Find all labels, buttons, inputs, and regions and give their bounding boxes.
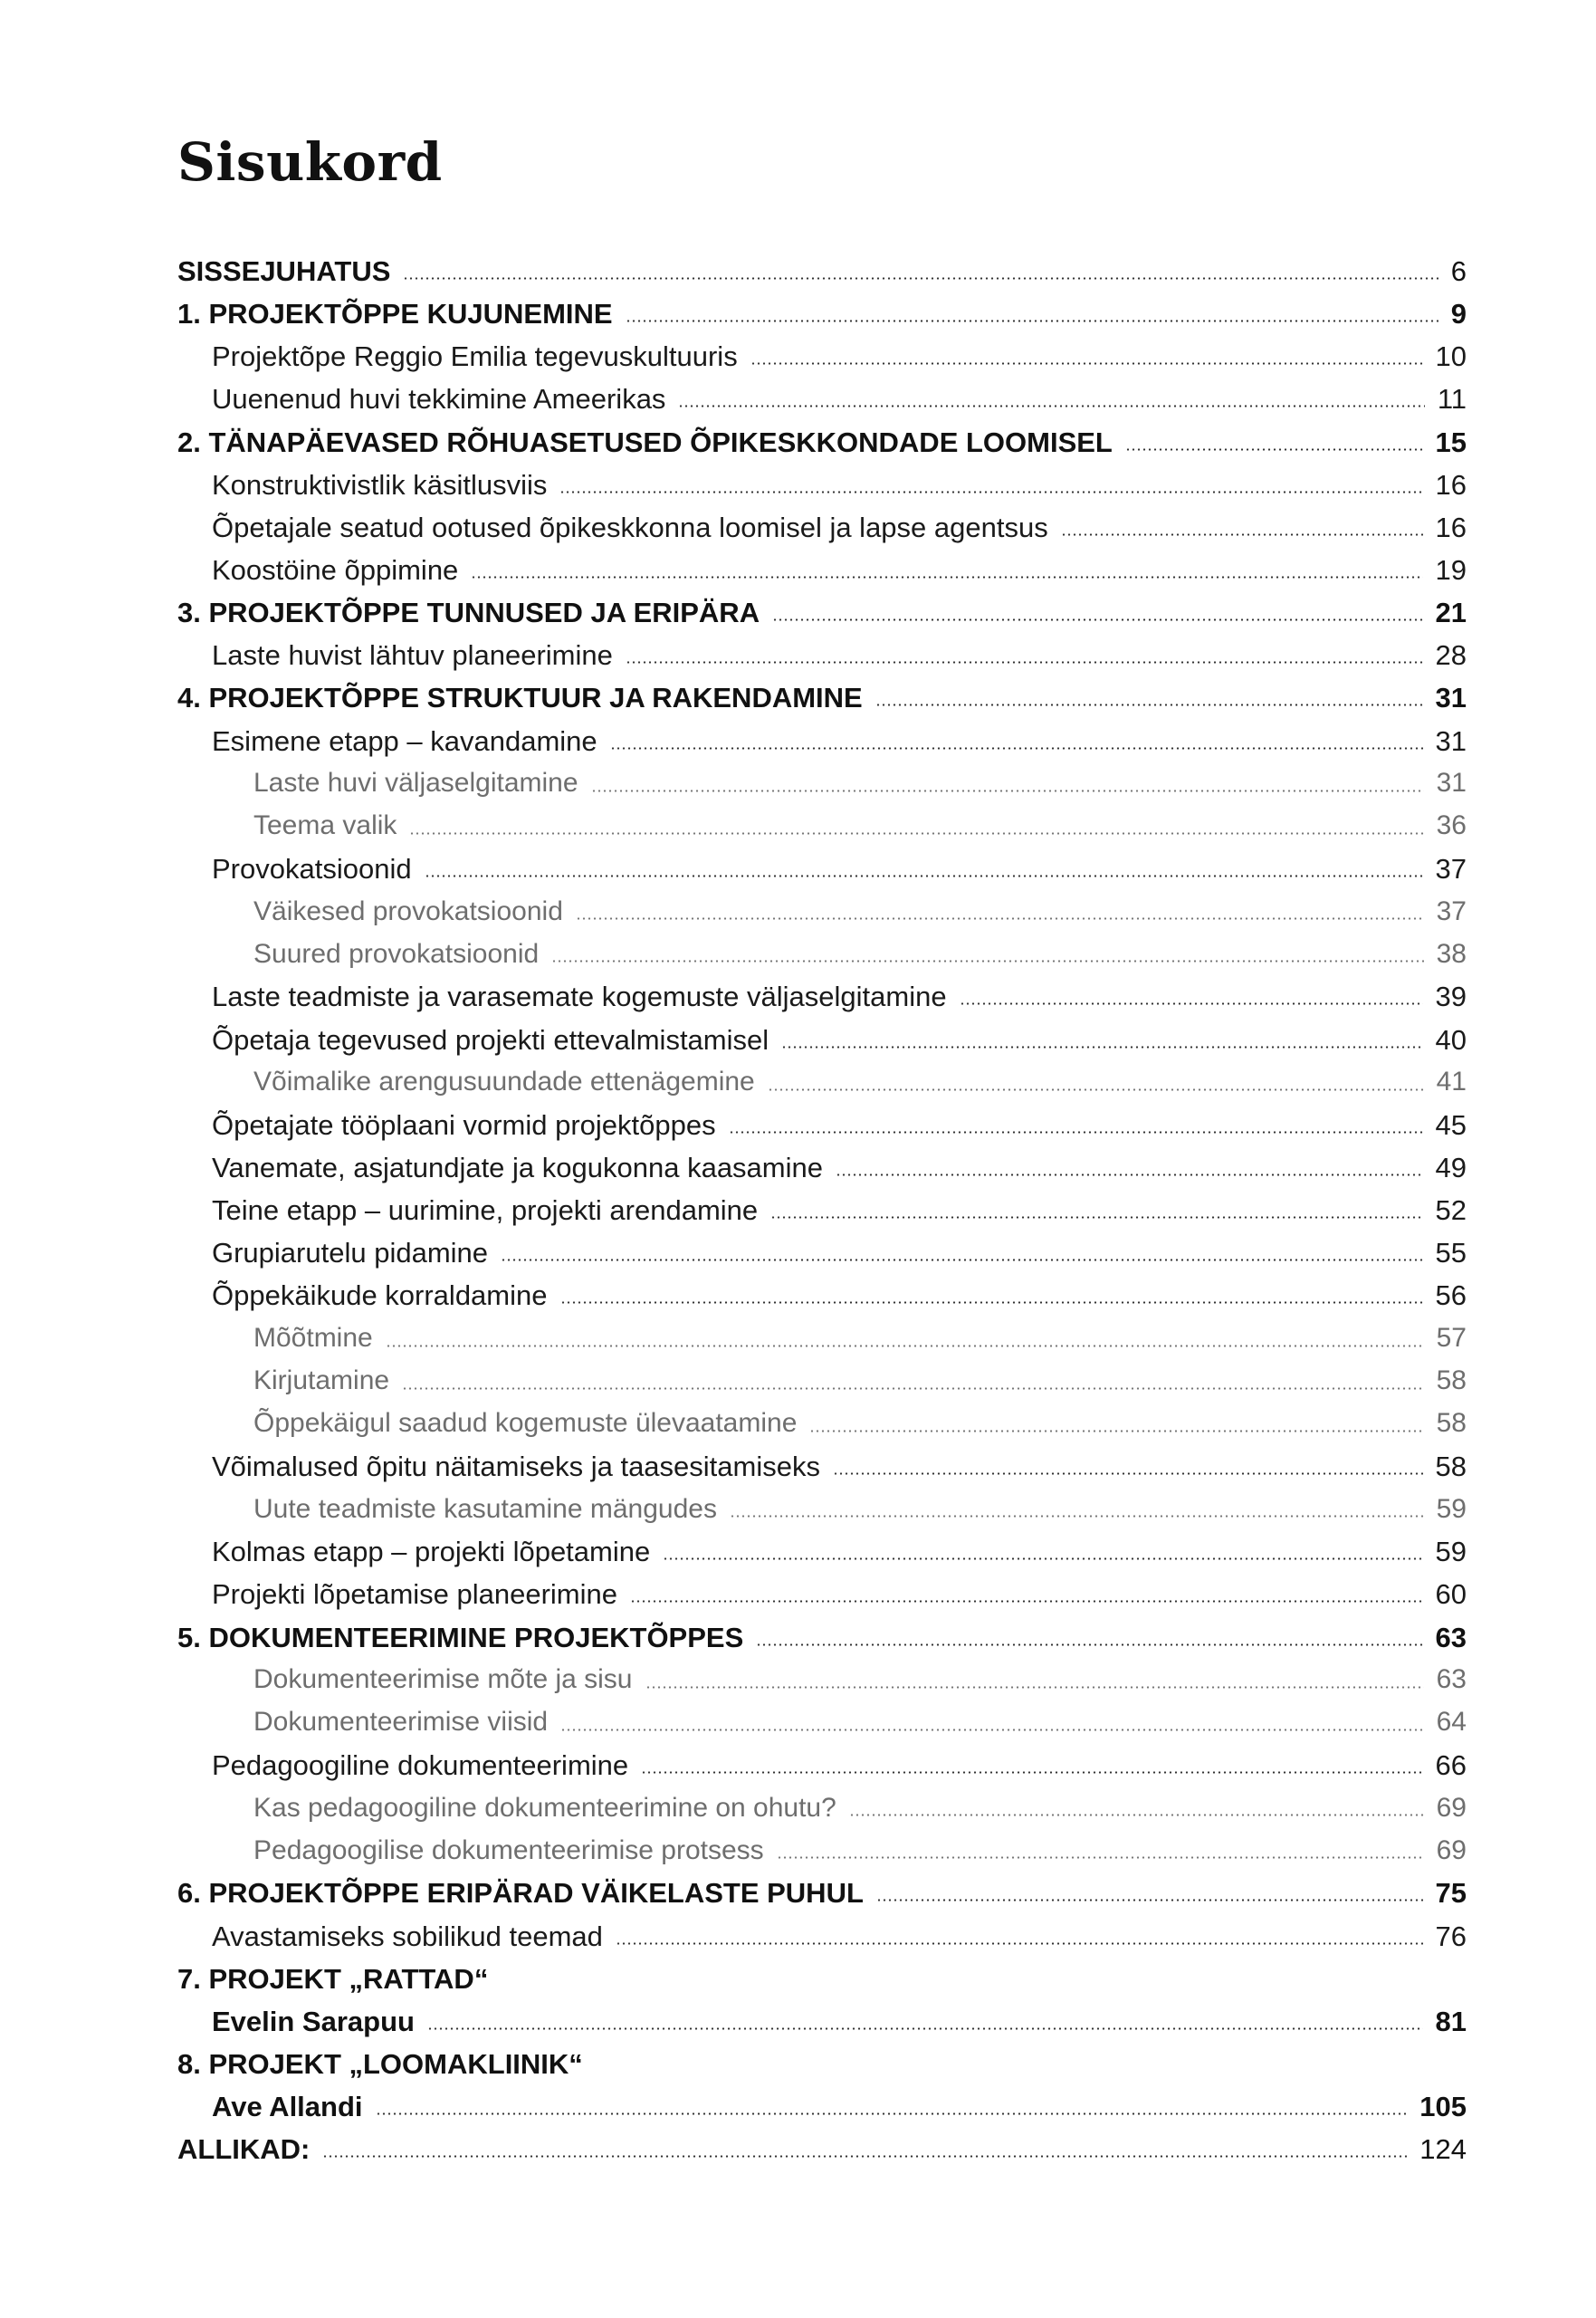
toc-entry-title: Konstruktivistlik käsitlusviis: [212, 468, 548, 501]
toc-entry: [177, 378, 1467, 420]
toc-entry-page-number: 60: [1435, 1578, 1467, 1611]
toc-entry-title: Kas pedagoogiline dokumenteerimine on ohutu?: [253, 1792, 836, 1823]
toc-entry-page-number: 31: [1436, 768, 1467, 799]
toc-entry-title: Uuenenud huvi tekkimine Ameerikas: [212, 383, 666, 416]
toc-entry: [177, 1231, 1467, 1274]
dot-leader: [770, 1216, 1422, 1219]
dot-leader: [849, 1814, 1424, 1816]
toc-entry-title: Õppekäikude korraldamine: [212, 1279, 548, 1312]
toc-entry: [177, 1104, 1467, 1146]
dot-leader: [560, 1729, 1424, 1731]
toc-entry: [177, 1573, 1467, 1615]
dot-leader: [610, 747, 1423, 750]
toc-entry-page-number: 38: [1436, 938, 1467, 969]
toc-entry: [177, 634, 1467, 676]
toc-entry: [177, 1403, 1467, 1445]
toc-entry-page-number: 58: [1435, 1451, 1467, 1482]
toc-entry-page-number: 16: [1435, 511, 1467, 543]
toc-entry-title: Pedagoogilise dokumenteerimise protsess: [253, 1834, 764, 1865]
toc-entry-page-number: 45: [1435, 1108, 1467, 1141]
toc-entry-page-number: 21: [1435, 597, 1467, 629]
toc-entry-title: Grupiarutelu pidamine: [212, 1237, 489, 1269]
toc-entry-title: Avastamiseks sobilikud teemad: [212, 1920, 603, 1952]
toc-entry: [177, 1872, 1467, 1914]
toc-entry-page-number: 6: [1450, 255, 1467, 288]
toc-entry-page-number: 76: [1435, 1920, 1467, 1952]
dot-leader: [576, 917, 1424, 920]
toc-entry-page-number: 64: [1436, 1707, 1467, 1738]
dot-leader: [730, 1515, 1424, 1518]
dot-leader: [630, 1600, 1423, 1603]
toc-entry-title: Võimalike arengusuundade ettenägemine: [253, 1067, 755, 1097]
toc-entry: [177, 1019, 1467, 1061]
dot-leader: [781, 1046, 1422, 1049]
toc-entry-title: Õppekäigul saadud kogemuste ülevaatamine: [253, 1408, 798, 1439]
toc-entry-title: Kirjutamine: [253, 1365, 390, 1396]
toc-entry: [177, 2085, 1467, 2128]
toc-entry-page-number: 31: [1435, 724, 1467, 757]
toc-entry-page-number: 19: [1435, 554, 1467, 587]
toc-entry-title: Laste teadmiste ja varasemate kogemuste väljaselgitamine: [212, 981, 947, 1013]
toc-entry: [177, 975, 1467, 1018]
toc-entry-title: Dokumenteerimise mõte ja sisu: [253, 1664, 633, 1695]
toc-entry-page-number: 81: [1435, 2005, 1467, 2037]
toc-entry: [177, 1659, 1467, 1701]
toc-entry-title: 6. PROJEKTÕPPE ERIPÄRAD VÄIKELASTE PUHUL: [177, 1877, 864, 1910]
toc-entry: [177, 421, 1467, 464]
toc-entry-page-number: 41: [1436, 1067, 1467, 1097]
toc-entry: [177, 762, 1467, 805]
toc-entry: [177, 292, 1467, 335]
dot-leader: [836, 1173, 1423, 1176]
toc-entry-page-number: 66: [1435, 1748, 1467, 1781]
dot-leader: [559, 491, 1422, 493]
toc-entry-page-number: 55: [1435, 1237, 1467, 1269]
toc-entry: [177, 1914, 1467, 1957]
toc-entry-title: Projektõpe Reggio Emilia tegevuskultuuris: [212, 340, 738, 373]
toc-entry-title: ALLIKAD:: [177, 2133, 311, 2166]
toc-entry-page-number: 40: [1435, 1023, 1467, 1056]
toc-entry: [177, 1744, 1467, 1786]
toc-entry-page-number: 63: [1435, 1621, 1467, 1653]
dot-leader: [663, 1557, 1422, 1560]
toc-entry: [177, 933, 1467, 975]
dot-leader: [729, 1131, 1423, 1134]
toc-entry-title: 3. PROJEKTÕPPE TUNNUSED JA ERIPÄRA: [177, 597, 760, 629]
toc-entry: [177, 1616, 1467, 1659]
toc-entry-page-number: 124: [1419, 2133, 1467, 2166]
toc-entry-title: Teine etapp – uurimine, projekti arendamine: [212, 1194, 759, 1227]
toc-entry-page-number: 69: [1436, 1834, 1467, 1865]
dot-leader: [560, 1301, 1423, 1304]
toc-entry-title: Provokatsioonid: [212, 853, 412, 886]
dot-leader: [645, 1686, 1424, 1689]
toc-entry-page-number: 28: [1435, 639, 1467, 672]
dot-leader: [772, 618, 1422, 621]
toc-entry: [177, 1958, 1467, 2000]
toc-entry-page-number: 58: [1436, 1365, 1467, 1396]
dot-leader: [591, 790, 1424, 792]
toc-entry-title: Laste huvi väljaselgitamine: [253, 768, 578, 799]
toc-entry-title: SISSEJUHATUS: [177, 255, 391, 288]
dot-leader: [376, 2112, 1408, 2115]
toc-entry: [177, 250, 1467, 292]
toc-entry-title: 5. DOKUMENTEERIMINE PROJEKTÕPPES: [177, 1621, 744, 1653]
toc-entry: [177, 1701, 1467, 1744]
dot-leader: [471, 576, 1422, 579]
toc-entry-page-number: 49: [1435, 1152, 1467, 1184]
toc-entry: [177, 506, 1467, 549]
toc-entry-title: Teema valik: [253, 810, 397, 841]
toc-entry-title: 4. PROJEKTÕPPE STRUKTUUR JA RAKENDAMINE: [177, 682, 863, 714]
toc-entry: [177, 1829, 1467, 1872]
toc-entry-page-number: 56: [1435, 1279, 1467, 1312]
toc-entry-title: Vanemate, asjatundjate ja kogukonna kaasamine: [212, 1152, 823, 1184]
toc-entry: [177, 1061, 1467, 1104]
toc-entry: [177, 1317, 1467, 1360]
dot-leader: [875, 704, 1423, 706]
toc-entry: [177, 1189, 1467, 1231]
toc-entry-title: Kolmas etapp – projekti lõpetamine: [212, 1536, 651, 1568]
dot-leader: [678, 405, 1424, 407]
toc-entry-title: Pedagoogiline dokumenteerimine: [212, 1748, 629, 1781]
dot-leader: [768, 1088, 1424, 1091]
toc-entry-title: Väikesed provokatsioonid: [253, 896, 563, 926]
toc-entry-page-number: 105: [1419, 2091, 1467, 2123]
toc-entry-title: Õpetajale seatud ootused õpikeskkonna loomisel ja lapse agentsus: [212, 511, 1048, 543]
dot-leader: [626, 320, 1438, 322]
dot-leader: [809, 1430, 1423, 1432]
toc-entry-page-number: 57: [1436, 1323, 1467, 1354]
toc-entry-page-number: 36: [1436, 810, 1467, 841]
toc-entry: [177, 1530, 1467, 1573]
dot-leader: [427, 2027, 1423, 2030]
toc-entry-title: Laste huvist lähtuv planeerimine: [212, 639, 613, 672]
dot-leader: [403, 277, 1438, 280]
toc-entry-title: Dokumenteerimise viisid: [253, 1707, 549, 1738]
dot-leader: [409, 832, 1423, 835]
dot-leader: [386, 1345, 1424, 1347]
toc-entry-page-number: 11: [1437, 383, 1467, 416]
toc-entry: [177, 676, 1467, 719]
toc-entry: [177, 2043, 1467, 2085]
toc-entry: [177, 1146, 1467, 1189]
dot-leader: [402, 1387, 1424, 1390]
dot-leader: [750, 362, 1423, 365]
toc-entry-title: Esimene etapp – kavandamine: [212, 724, 597, 757]
toc-entry-page-number: 31: [1435, 682, 1467, 714]
toc-entry-page-number: 69: [1436, 1792, 1467, 1823]
toc-entry-title: Projekti lõpetamise planeerimine: [212, 1578, 618, 1611]
toc-entry: [177, 1445, 1467, 1488]
toc-entry-title: Koostöine õppimine: [212, 554, 459, 587]
toc-entry-title: Mõõtmine: [253, 1323, 373, 1354]
toc-entry: [177, 335, 1467, 378]
dot-leader: [876, 1899, 1423, 1901]
toc-entry-page-number: 9: [1450, 298, 1467, 330]
toc-entry-page-number: 52: [1435, 1194, 1467, 1227]
toc-entry-title: 1. PROJEKTÕPPE KUJUNEMINE: [177, 298, 613, 330]
table-of-contents: [177, 250, 1467, 2170]
dot-leader: [833, 1472, 1423, 1475]
dot-leader: [425, 875, 1423, 877]
toc-entry-title: 2. TÄNAPÄEVASED RÕHUASETUSED ÕPIKESKKONDADE LOOMISEL: [177, 426, 1113, 458]
dot-leader: [777, 1856, 1424, 1859]
dot-leader: [1125, 448, 1423, 451]
toc-entry: [177, 549, 1467, 591]
toc-entry-title: Ave Allandi: [212, 2091, 363, 2123]
toc-entry: [177, 720, 1467, 762]
toc-entry-page-number: 37: [1435, 853, 1467, 886]
dot-leader: [551, 960, 1423, 963]
toc-entry: [177, 1488, 1467, 1530]
toc-entry-page-number: 59: [1435, 1536, 1467, 1568]
toc-entry-title: Võimalused õpitu näitamiseks ja taasesitamiseks: [212, 1451, 820, 1482]
dot-leader: [501, 1259, 1423, 1261]
page-title: Sisukord: [177, 131, 443, 193]
toc-entry-page-number: 59: [1436, 1493, 1467, 1524]
toc-entry-page-number: 63: [1436, 1664, 1467, 1695]
toc-entry-page-number: 16: [1435, 468, 1467, 501]
toc-entry: [177, 1360, 1467, 1403]
toc-entry-page-number: 37: [1436, 896, 1467, 926]
toc-entry-page-number: 10: [1435, 340, 1467, 373]
toc-entry-title: Evelin Sarapuu: [212, 2005, 415, 2037]
toc-entry-page-number: 15: [1435, 426, 1467, 458]
toc-entry: [177, 890, 1467, 933]
dot-leader: [626, 661, 1423, 664]
toc-entry: [177, 2000, 1467, 2043]
toc-entry-page-number: 39: [1435, 981, 1467, 1013]
dot-leader: [641, 1771, 1422, 1774]
toc-entry-title: Õpetaja tegevused projekti ettevalmistamisel: [212, 1023, 769, 1056]
dot-leader: [616, 1942, 1423, 1945]
dot-leader: [1061, 533, 1423, 536]
toc-entry-title: Uute teadmiste kasutamine mängudes: [253, 1493, 717, 1524]
dot-leader: [960, 1002, 1423, 1005]
toc-entry-title: Suured provokatsioonid: [253, 938, 540, 969]
dot-leader: [756, 1643, 1422, 1646]
toc-entry: [177, 2128, 1467, 2170]
toc-entry: [177, 805, 1467, 848]
dot-leader: [322, 2155, 1407, 2158]
toc-entry-title: Õpetajate tööplaani vormid projektõppes: [212, 1108, 716, 1141]
toc-entry-page-number: 58: [1436, 1408, 1467, 1439]
toc-entry-title: 8. PROJEKT „LOOMAKLIINIK“: [177, 2047, 583, 2080]
toc-entry: [177, 1274, 1467, 1317]
toc-entry-page-number: 75: [1435, 1877, 1467, 1910]
toc-entry-title: 7. PROJEKT „RATTAD“: [177, 1962, 489, 1995]
toc-entry: [177, 1786, 1467, 1829]
toc-entry: [177, 591, 1467, 634]
toc-entry: [177, 848, 1467, 890]
toc-entry: [177, 464, 1467, 506]
